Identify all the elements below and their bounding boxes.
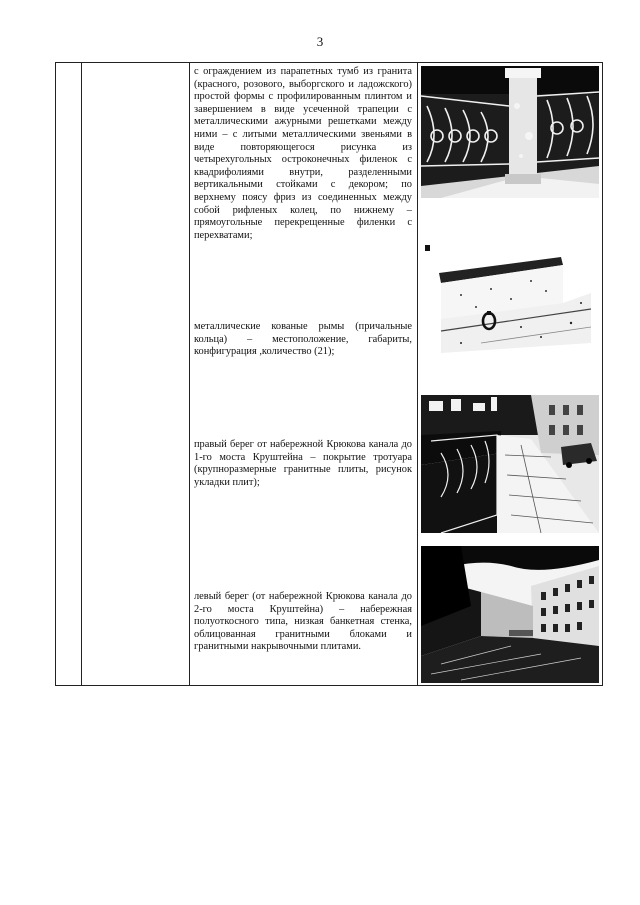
- right-bank-photo: [421, 395, 599, 533]
- railing-photo: [421, 66, 599, 198]
- mooring-ring-photo: [421, 243, 599, 353]
- column-divider: [189, 63, 190, 685]
- left-bank-photo: [421, 546, 599, 683]
- page-number: 3: [316, 34, 324, 49]
- heritage-table: [55, 62, 603, 686]
- mooring-rings-description: металлические кованые рымы (причальные кольца) – местоположение, габариты, конфигурация ,количество (21);: [194, 321, 412, 358]
- column-divider: [417, 63, 418, 685]
- railing-description: с ограждением из парапетных тумб из гранита (красного, розового, выборгского и ладожского) простой формы с профилированным плинтом и завершением в виде усеченной трапеции с металлическими ажурными решетками между ними – с литыми металлическими звеньями в виде повторяющегося рисунка из четырехугольных остроконечных филенок с квадрифолиями внутри, разделенными вертикальными стойками с декором; по верхнему поясу фриз из соединенных между собой рифленых колец, по нижнему – прямоугольные перекрещенные филенки с перехватами;: [194, 66, 412, 241]
- column-divider: [81, 63, 82, 685]
- right-bank-description: правый берег от набережной Крюкова канала до 1-го моста Круштейна – покрытие тротуара (крупноразмерные гранитные плиты, рисунок укладки плит);: [194, 439, 412, 488]
- left-bank-description: левый берег (от набережной Крюкова канала до 2-го моста Круштейна) – набережная полуоткосного типа, низкая банкетная стенка, облицованная гранитными блоками и гранитными накрывочными плитами.: [194, 591, 412, 653]
